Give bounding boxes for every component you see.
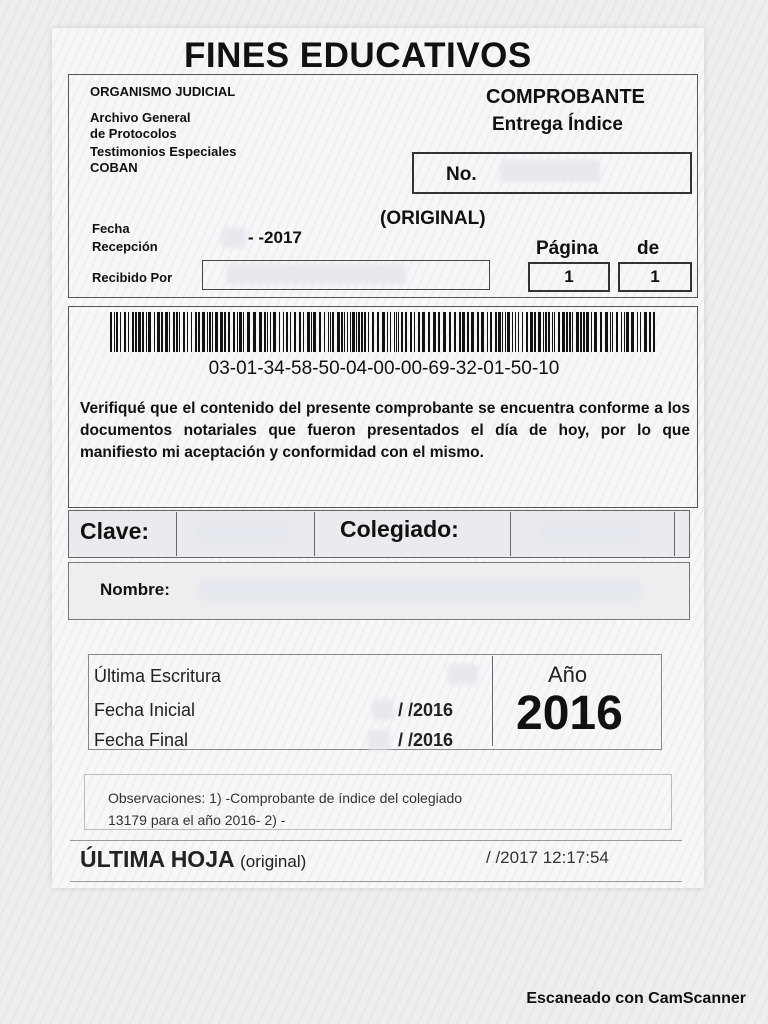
barcode-bar [398, 312, 399, 352]
barcode-bar [311, 312, 312, 352]
barcode-bar [372, 312, 374, 352]
fecha-inicial-label: Fecha Inicial [94, 700, 196, 720]
barcode-bar [128, 312, 129, 352]
fecha-label: Fecha [92, 221, 130, 236]
barcode-bar [273, 312, 276, 352]
barcode-bar [303, 312, 304, 352]
barcode-bar [347, 312, 348, 352]
ultima-hoja-sub: (original) [240, 852, 307, 871]
barcode-bar [576, 312, 579, 352]
copy-type: (ORIGINAL) [380, 208, 486, 229]
barcode-bar [583, 312, 585, 352]
ultima-hoja-text: ÚLTIMA HOJA [80, 846, 234, 872]
barcode-bar [640, 312, 641, 352]
barcode-bar [621, 312, 622, 352]
pagina-label: Página [536, 238, 599, 259]
org-testimonios: Testimonios Especiales [90, 144, 237, 159]
barcode-bar [467, 312, 469, 352]
barcode-bar [449, 312, 451, 352]
barcode-bar [390, 312, 391, 352]
barcode-bar [148, 312, 151, 352]
nombre-label: Nombre: [100, 580, 170, 599]
barcode-bar [183, 312, 185, 352]
barcode-bar [350, 312, 351, 352]
barcode-bar [649, 312, 651, 352]
de-label: de [637, 238, 660, 259]
barcode-bar [169, 312, 170, 352]
barcode-bar [616, 312, 618, 352]
barcode-bar [569, 312, 571, 352]
barcode-bar [405, 312, 407, 352]
barcode-bar [165, 312, 168, 352]
barcode-bar [344, 312, 345, 352]
page-number-box: 1 [528, 262, 610, 292]
barcode-bar [459, 312, 461, 352]
barcode-bar [562, 312, 565, 352]
barcode-bar [498, 312, 501, 352]
redacted-escritura [448, 664, 478, 684]
observaciones-line-1: Observaciones: 1) -Comprobante de índice del colegiado [108, 790, 463, 806]
recepcion-label: Recepción [92, 239, 158, 254]
barcode-bar [220, 312, 223, 352]
barcode-bar [505, 312, 506, 352]
barcode-bar [548, 312, 550, 352]
barcode-bar [572, 312, 573, 352]
org-location: COBAN [90, 160, 138, 175]
barcode-bar [239, 312, 242, 352]
barcode-bar [116, 312, 118, 352]
barcode-bar [176, 312, 178, 352]
barcode-bar [294, 312, 296, 352]
barcode-bar [195, 312, 197, 352]
barcode-bar [433, 312, 436, 352]
timestamp: / /2017 12:17:54 [486, 848, 609, 867]
barcode-bar [341, 312, 343, 352]
barcode-bar [356, 312, 357, 352]
barcode-bar [332, 312, 334, 352]
barcode-bar [377, 312, 379, 352]
barcode-bar [530, 312, 533, 352]
fecha-final-value: / /2016 [398, 730, 454, 750]
barcode-bar [518, 312, 519, 352]
barcode-bar [283, 312, 284, 352]
barcode-bar [477, 312, 479, 352]
barcode-bar [526, 312, 528, 352]
fecha-recepcion-value: - -2017 [248, 228, 302, 247]
barcode-bar [337, 312, 340, 352]
ano-label: Año [548, 662, 588, 687]
barcode-bar [319, 312, 321, 352]
barcode-bar [198, 312, 200, 352]
barcode-bar [382, 312, 385, 352]
barcode-bar [161, 312, 163, 352]
barcode-bar [545, 312, 547, 352]
barcode-bar [502, 312, 503, 352]
ultima-escritura-label: Última Escritura [94, 666, 222, 686]
barcode-bar [114, 312, 115, 352]
barcode-bar [212, 312, 213, 352]
redacted-colegiado [540, 522, 640, 544]
barcode-bar [586, 312, 589, 352]
barcode-bar [135, 312, 137, 352]
barcode-bar [512, 312, 513, 352]
verification-statement: Verifiqué que el contenido del presente comprobante se encuentra conforme a los documentos notariales que fueron presentados el día de hoy, por lo que manifiesto mi aceptación y conformidad con el mismo. [80, 400, 690, 461]
barcode-bar [594, 312, 597, 352]
barcode-bar [401, 312, 403, 352]
barcode-bar [142, 312, 144, 352]
redacted-day [222, 228, 246, 248]
comprobante-subtitle: Entrega Índice [492, 114, 623, 135]
barcode-bar [394, 312, 395, 352]
barcode-bar [146, 312, 147, 352]
observaciones-line-2: 13179 para el año 2016- 2) - [108, 812, 286, 828]
divider [674, 512, 675, 556]
receipt-number-label: No. [446, 164, 477, 185]
page-title: FINES EDUCATIVOS [184, 36, 532, 75]
barcode-bar [233, 312, 235, 352]
barcode-bar [207, 312, 208, 352]
barcode-bar [237, 312, 238, 352]
barcode-bar [187, 312, 188, 352]
fecha-recepcion-label [92, 220, 158, 256]
barcode-bar [173, 312, 175, 352]
barcode-bar [157, 312, 160, 352]
comprobante-title: COMPROBANTE [486, 86, 645, 108]
barcode-bar [243, 312, 244, 352]
barcode-bar [330, 312, 331, 352]
barcode-bar [267, 312, 268, 352]
barcode-bar [600, 312, 602, 352]
barcode-bar [554, 312, 555, 352]
barcode-bar [610, 312, 611, 352]
barcode-bar [495, 312, 497, 352]
barcode-bar [471, 312, 474, 352]
barcode-number: 03-01-34-58-50-04-00-00-69-32-01-50-10 [208, 358, 560, 379]
barcode-bar [515, 312, 516, 352]
barcode-bar [414, 312, 415, 352]
page-total-box: 1 [618, 262, 692, 292]
barcode-bar [110, 312, 112, 352]
barcode-bar [481, 312, 484, 352]
org-name: ORGANISMO JUDICIAL [90, 84, 236, 99]
org-archive: Archivo General [90, 110, 191, 125]
divider [314, 512, 315, 556]
barcode-bar [324, 312, 325, 352]
barcode-bar [462, 312, 465, 352]
barcode-bar [286, 312, 288, 352]
barcode-bar [224, 312, 226, 352]
divider [492, 656, 493, 746]
barcode-bar [179, 312, 180, 352]
redacted-number [500, 160, 600, 182]
barcode-bar [313, 312, 316, 352]
barcode-bar [253, 312, 256, 352]
barcode-bar [215, 312, 218, 352]
barcode-bar [538, 312, 541, 352]
barcode-bar [396, 312, 397, 352]
redacted-nombre [200, 578, 640, 600]
ano-value: 2016 [516, 687, 623, 740]
barcode-bar [361, 312, 363, 352]
barcode-bar [637, 312, 638, 352]
redacted-inicial [372, 700, 394, 720]
barcode-bar [558, 312, 560, 352]
barcode-bar [624, 312, 625, 352]
barcode-bar [279, 312, 280, 352]
barcode-bar [543, 312, 544, 352]
barcode-bar [132, 312, 134, 352]
recibido-label: Recibido Por [92, 270, 173, 285]
barcode-bar [138, 312, 141, 352]
barcode-bar [358, 312, 360, 352]
ultima-hoja-label [80, 846, 306, 873]
barcode-bar [631, 312, 634, 352]
barcode-bar [364, 312, 366, 352]
barcode-bar [438, 312, 440, 352]
fecha-inicial-value: / /2016 [398, 700, 454, 720]
barcode-bar [307, 312, 310, 352]
barcode-bar [209, 312, 211, 352]
redacted-clave [196, 522, 288, 544]
camscanner-watermark: Escaneado con CamScanner [526, 990, 746, 1007]
barcode-bar [580, 312, 582, 352]
barcode-bar [644, 312, 647, 352]
barcode-image [110, 312, 656, 352]
observaciones-text [108, 787, 628, 831]
barcode-bar [352, 312, 355, 352]
barcode-bar [443, 312, 446, 352]
redacted-recibido [226, 264, 406, 284]
barcode-bar [490, 312, 492, 352]
barcode-bar [120, 312, 121, 352]
barcode-bar [368, 312, 369, 352]
org-protocols: de Protocolos [90, 126, 177, 141]
barcode-bar [387, 312, 388, 352]
barcode-bar [522, 312, 523, 352]
barcode-bar [605, 312, 608, 352]
barcode-bar [228, 312, 230, 352]
barcode-bar [270, 312, 271, 352]
barcode-bar [191, 312, 192, 352]
barcode-bar [534, 312, 536, 352]
barcode-bar [566, 312, 568, 352]
barcode-bar [264, 312, 266, 352]
divider [176, 512, 177, 556]
barcode-bar [626, 312, 629, 352]
barcode-bar [552, 312, 553, 352]
barcode-bar [653, 312, 655, 352]
barcode-bar [247, 312, 250, 352]
barcode-bar [124, 312, 126, 352]
barcode-bar [418, 312, 420, 352]
barcode-bar [507, 312, 510, 352]
barcode-bar [487, 312, 488, 352]
barcode-bar [591, 312, 592, 352]
barcode-bar [259, 312, 262, 352]
barcode-bar [290, 312, 291, 352]
clave-label: Clave: [80, 518, 150, 544]
colegiado-label: Colegiado: [340, 516, 459, 542]
barcode-bar [454, 312, 456, 352]
barcode-bar [410, 312, 412, 352]
fecha-final-label: Fecha Final [94, 730, 189, 750]
divider [510, 512, 511, 556]
barcode-bar [299, 312, 301, 352]
barcode-bar [612, 312, 613, 352]
redacted-final [368, 730, 390, 750]
barcode-bar [154, 312, 155, 352]
barcode-bar [328, 312, 329, 352]
barcode-bar [422, 312, 425, 352]
barcode-bar [202, 312, 205, 352]
barcode-bar [428, 312, 430, 352]
